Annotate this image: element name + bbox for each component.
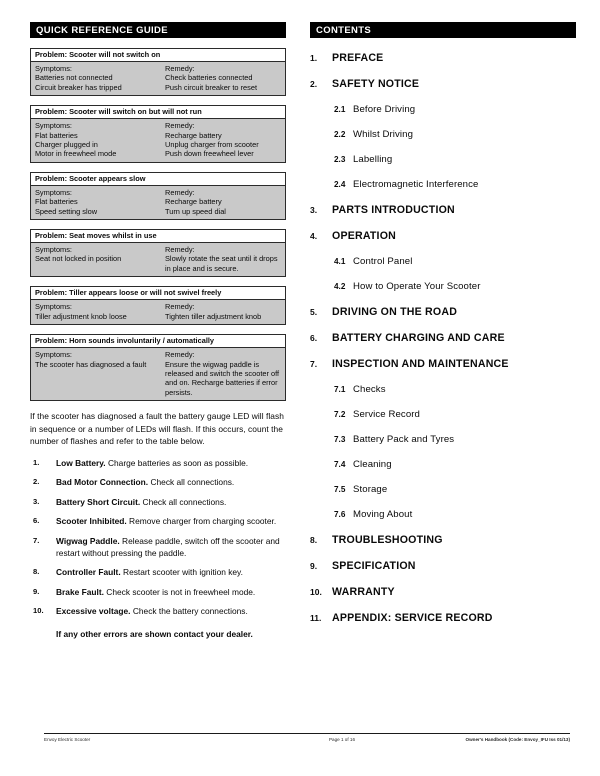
fault-description: Check all connections. bbox=[140, 496, 227, 507]
toc-sub-label: Storage bbox=[353, 484, 388, 495]
table-header-row bbox=[35, 64, 282, 73]
table-header-row bbox=[35, 350, 282, 359]
quick-reference-banner: QUICK REFERENCE GUIDE bbox=[30, 22, 286, 38]
remedy-cell: Recharge battery bbox=[165, 197, 222, 207]
toc-sub-label: Moving About bbox=[353, 509, 413, 520]
fault-list-item bbox=[30, 457, 286, 469]
toc-sub-number: 2.1 bbox=[334, 105, 346, 114]
toc-entry-main[interactable] bbox=[310, 586, 576, 598]
symptom-cell: Flat batteries bbox=[35, 130, 78, 140]
problem-title: Problem: Scooter will not switch on bbox=[31, 49, 285, 62]
table-header-row bbox=[35, 121, 282, 130]
toc-sub-number: 7.2 bbox=[334, 410, 346, 419]
toc-number: 3. bbox=[310, 205, 318, 215]
toc-label: PARTS INTRODUCTION bbox=[332, 204, 455, 216]
toc-number: 1. bbox=[310, 53, 318, 63]
fault-number: 1. bbox=[33, 457, 40, 467]
toc-sub-number: 7.4 bbox=[334, 460, 346, 469]
fault-text bbox=[56, 535, 286, 560]
footer-page-number: Page 1 of 16 bbox=[328, 737, 356, 742]
remedy-cell: Ensure the wigwag paddle is released and switch the scooter off and on. Recharge batteries if error persists. bbox=[165, 359, 280, 397]
toc-sub-number: 2.2 bbox=[334, 130, 346, 139]
remedy-cell: Check batteries connected bbox=[165, 73, 253, 83]
fault-description: Check all connections. bbox=[148, 477, 235, 488]
fault-list-item bbox=[30, 476, 286, 488]
fault-code-list bbox=[30, 457, 286, 618]
problem-table bbox=[30, 172, 286, 220]
toc-entry-main[interactable] bbox=[310, 358, 576, 370]
table-row bbox=[35, 131, 282, 140]
symptoms-header: Symptoms: bbox=[35, 64, 72, 73]
symptom-cell: Tiller adjustment knob loose bbox=[35, 311, 127, 321]
toc-label: APPENDIX: SERVICE RECORD bbox=[332, 612, 493, 624]
toc-entry-main[interactable] bbox=[310, 612, 576, 624]
toc-number: 5. bbox=[310, 307, 318, 317]
remedy-cell: Unplug charger from scooter bbox=[165, 140, 259, 150]
remedy-cell: Push circuit breaker to reset bbox=[165, 82, 258, 92]
problem-title: Problem: Scooter will switch on but will not run bbox=[31, 106, 285, 119]
two-column-layout bbox=[30, 22, 570, 710]
symptoms-header: Symptoms: bbox=[35, 187, 72, 197]
toc-entry-main[interactable] bbox=[310, 560, 576, 572]
problem-table bbox=[30, 48, 286, 96]
fault-description: Release paddle, switch off the scooter and restart without pressing the paddle. bbox=[56, 535, 280, 558]
toc-entry-sub[interactable] bbox=[310, 434, 576, 445]
fault-list-item bbox=[30, 586, 286, 598]
toc-label: SPECIFICATION bbox=[332, 560, 416, 572]
toc-sub-label: Service Record bbox=[353, 409, 420, 420]
toc-sub-number: 2.3 bbox=[334, 155, 346, 164]
fault-list-item bbox=[30, 496, 286, 508]
symptoms-header: Symptoms: bbox=[35, 350, 72, 360]
fault-number: 6. bbox=[33, 516, 40, 526]
fault-title: Low Battery. bbox=[56, 457, 106, 468]
toc-sub-label: Electromagnetic Interference bbox=[353, 179, 479, 190]
symptom-cell: Motor in freewheel mode bbox=[35, 149, 117, 159]
symptoms-header: Symptoms: bbox=[35, 121, 72, 131]
fault-list-item bbox=[30, 605, 286, 617]
footer-document-code: Owner's Handbook (Code: Envoy_IFU Iss 01/13) bbox=[465, 737, 570, 742]
toc-number: 10. bbox=[310, 587, 322, 597]
toc-entry-main[interactable] bbox=[310, 306, 576, 318]
fault-title: Controller Fault. bbox=[56, 567, 121, 578]
toc-sub-label: Whilst Driving bbox=[353, 129, 414, 140]
fault-title: Bad Motor Connection. bbox=[56, 477, 149, 488]
toc-label: DRIVING ON THE ROAD bbox=[332, 306, 458, 318]
toc-sub-label: Battery Pack and Tyres bbox=[353, 434, 455, 445]
remedy-header: Remedy: bbox=[165, 187, 195, 197]
fault-text bbox=[56, 566, 286, 578]
symptoms-header: Symptoms: bbox=[35, 302, 72, 312]
table-header-row bbox=[35, 302, 282, 311]
remedy-cell: Recharge battery bbox=[165, 130, 222, 140]
toc-entry-sub[interactable] bbox=[310, 256, 576, 267]
remedy-cell: Push down freewheel lever bbox=[165, 149, 254, 159]
toc-entry-sub[interactable] bbox=[310, 104, 576, 115]
toc-number: 9. bbox=[310, 561, 318, 571]
toc-number: 7. bbox=[310, 359, 318, 369]
table-row bbox=[35, 197, 282, 206]
toc-number: 8. bbox=[310, 535, 318, 545]
toc-entry-sub[interactable] bbox=[310, 409, 576, 420]
contents-banner: CONTENTS bbox=[310, 22, 576, 38]
symptom-cell: Seat not locked in position bbox=[35, 254, 122, 264]
remedy-cell: Tighten tiller adjustment knob bbox=[165, 311, 262, 321]
table-header-row bbox=[35, 245, 282, 254]
footer-row bbox=[44, 737, 570, 742]
toc-label: PREFACE bbox=[332, 52, 384, 64]
table-header-row bbox=[35, 188, 282, 197]
problem-table bbox=[30, 229, 286, 277]
fault-intro-paragraph: If the scooter has diagnosed a fault the battery gauge LED will flash in sequence or a number of LEDs will flash. If this occurs, count the number of flashes and refer to the table below. bbox=[30, 411, 284, 447]
remedy-header: Remedy: bbox=[165, 64, 195, 73]
toc-entry-main[interactable] bbox=[310, 534, 576, 546]
toc-label: SAFETY NOTICE bbox=[332, 78, 420, 90]
fault-title: Scooter Inhibited. bbox=[56, 516, 127, 527]
problem-table-body bbox=[31, 62, 285, 95]
remedy-header: Remedy: bbox=[165, 302, 195, 312]
toc-number: 11. bbox=[310, 613, 322, 623]
fault-description: Restart scooter with ignition key. bbox=[120, 567, 243, 578]
toc-entry-sub[interactable] bbox=[310, 509, 576, 520]
table-row bbox=[35, 140, 282, 149]
symptom-cell: The scooter has diagnosed a fault bbox=[35, 359, 147, 369]
toc-sub-label: Before Driving bbox=[353, 104, 416, 115]
toc-entry-sub[interactable] bbox=[310, 129, 576, 140]
toc-sub-number: 2.4 bbox=[334, 180, 346, 189]
symptom-cell: Speed setting slow bbox=[35, 206, 98, 216]
toc-number: 2. bbox=[310, 79, 318, 89]
fault-text bbox=[56, 476, 286, 488]
remedy-cell: Slowly rotate the seat until it drops in place and is secure. bbox=[165, 254, 278, 273]
problem-title: Problem: Scooter appears slow bbox=[31, 173, 285, 186]
footer-product-name: Envoy Electric Scooter bbox=[44, 737, 91, 742]
toc-number: 4. bbox=[310, 231, 318, 241]
problem-title: Problem: Horn sounds involuntarily / automatically bbox=[31, 335, 285, 348]
fault-text bbox=[56, 496, 286, 508]
toc-entry-sub[interactable] bbox=[310, 484, 576, 495]
toc-entry-main[interactable] bbox=[310, 78, 576, 90]
page-footer bbox=[44, 733, 570, 742]
symptoms-header: Symptoms: bbox=[35, 245, 72, 255]
symptom-cell: Flat batteries bbox=[35, 197, 78, 207]
fault-number: 3. bbox=[33, 496, 40, 506]
toc-entry-sub[interactable] bbox=[310, 384, 576, 395]
footer-divider bbox=[44, 733, 570, 734]
toc-sub-number: 4.1 bbox=[334, 257, 346, 266]
fault-number: 9. bbox=[33, 586, 40, 596]
fault-number: 8. bbox=[33, 567, 40, 577]
remedy-header: Remedy: bbox=[165, 350, 195, 360]
table-row bbox=[35, 360, 282, 398]
toc-label: BATTERY CHARGING AND CARE bbox=[332, 332, 505, 344]
table-row bbox=[35, 83, 282, 92]
toc-sub-label: Control Panel bbox=[353, 256, 413, 267]
fault-title: Wigwag Paddle. bbox=[56, 535, 120, 546]
fault-title: Excessive voltage. bbox=[56, 606, 131, 617]
problem-table bbox=[30, 286, 286, 325]
toc-entry-sub[interactable] bbox=[310, 154, 576, 165]
quick-reference-column bbox=[30, 22, 286, 640]
problem-table-body bbox=[31, 243, 285, 276]
problem-table bbox=[30, 105, 286, 163]
table-row bbox=[35, 312, 282, 321]
toc-number: 6. bbox=[310, 333, 318, 343]
fault-description: Check scooter is not in freewheel mode. bbox=[103, 586, 256, 597]
table-row bbox=[35, 149, 282, 158]
fault-text bbox=[56, 515, 286, 527]
toc-label: WARRANTY bbox=[332, 586, 395, 598]
toc-sub-number: 7.1 bbox=[334, 385, 346, 394]
toc-entry-sub[interactable] bbox=[310, 179, 576, 190]
toc-sub-label: Labelling bbox=[353, 154, 393, 165]
toc-sub-label: Cleaning bbox=[353, 459, 392, 470]
toc-sub-number: 7.5 bbox=[334, 485, 346, 494]
remedy-header: Remedy: bbox=[165, 121, 195, 131]
contents-column bbox=[304, 22, 576, 638]
table-of-contents bbox=[310, 52, 576, 624]
problem-table-body bbox=[31, 186, 285, 219]
toc-entry-sub[interactable] bbox=[310, 459, 576, 470]
problem-title: Problem: Seat moves whilst in use bbox=[31, 230, 285, 243]
closing-note: If any other errors are shown contact your dealer. bbox=[56, 628, 253, 639]
toc-entry-sub[interactable] bbox=[310, 281, 576, 292]
table-row bbox=[35, 254, 282, 273]
problem-table-body bbox=[31, 119, 285, 162]
fault-list-item bbox=[30, 535, 286, 560]
fault-description: Check the battery connections. bbox=[130, 606, 248, 617]
fault-text bbox=[56, 605, 286, 617]
fault-number: 2. bbox=[33, 477, 40, 487]
toc-label: OPERATION bbox=[332, 230, 396, 242]
toc-sub-label: Checks bbox=[353, 384, 386, 395]
problem-title: Problem: Tiller appears loose or will not swivel freely bbox=[31, 287, 285, 300]
toc-sub-number: 7.3 bbox=[334, 435, 346, 444]
problem-tables bbox=[30, 48, 286, 401]
table-row bbox=[35, 207, 282, 216]
toc-sub-label: How to Operate Your Scooter bbox=[353, 281, 481, 292]
fault-list-item bbox=[30, 566, 286, 578]
fault-number: 7. bbox=[33, 535, 40, 545]
symptom-cell: Batteries not connected bbox=[35, 73, 113, 83]
toc-entry-main[interactable] bbox=[310, 332, 576, 344]
toc-label: INSPECTION AND MAINTENANCE bbox=[332, 358, 509, 370]
fault-list-item bbox=[30, 515, 286, 527]
toc-sub-number: 7.6 bbox=[334, 510, 346, 519]
fault-title: Brake Fault. bbox=[56, 586, 104, 597]
remedy-header: Remedy: bbox=[165, 245, 195, 255]
toc-label: TROUBLESHOOTING bbox=[332, 534, 443, 546]
problem-table-body bbox=[31, 300, 285, 324]
fault-text bbox=[56, 457, 286, 469]
fault-description: Remove charger from charging scooter. bbox=[126, 516, 277, 527]
fault-number: 10. bbox=[33, 606, 44, 616]
table-row bbox=[35, 73, 282, 82]
toc-sub-number: 4.2 bbox=[334, 282, 346, 291]
fault-title: Battery Short Circuit. bbox=[56, 496, 141, 507]
problem-table-body bbox=[31, 348, 285, 400]
fault-description: Charge batteries as soon as possible. bbox=[105, 457, 249, 468]
fault-text bbox=[56, 586, 286, 598]
remedy-cell: Turn up speed dial bbox=[165, 206, 226, 216]
symptom-cell: Circuit breaker has tripped bbox=[35, 82, 122, 92]
toc-entry-main[interactable] bbox=[310, 52, 576, 64]
symptom-cell: Charger plugged in bbox=[35, 140, 98, 150]
toc-entry-main[interactable] bbox=[310, 230, 576, 242]
problem-table bbox=[30, 334, 286, 401]
toc-entry-main[interactable] bbox=[310, 204, 576, 216]
